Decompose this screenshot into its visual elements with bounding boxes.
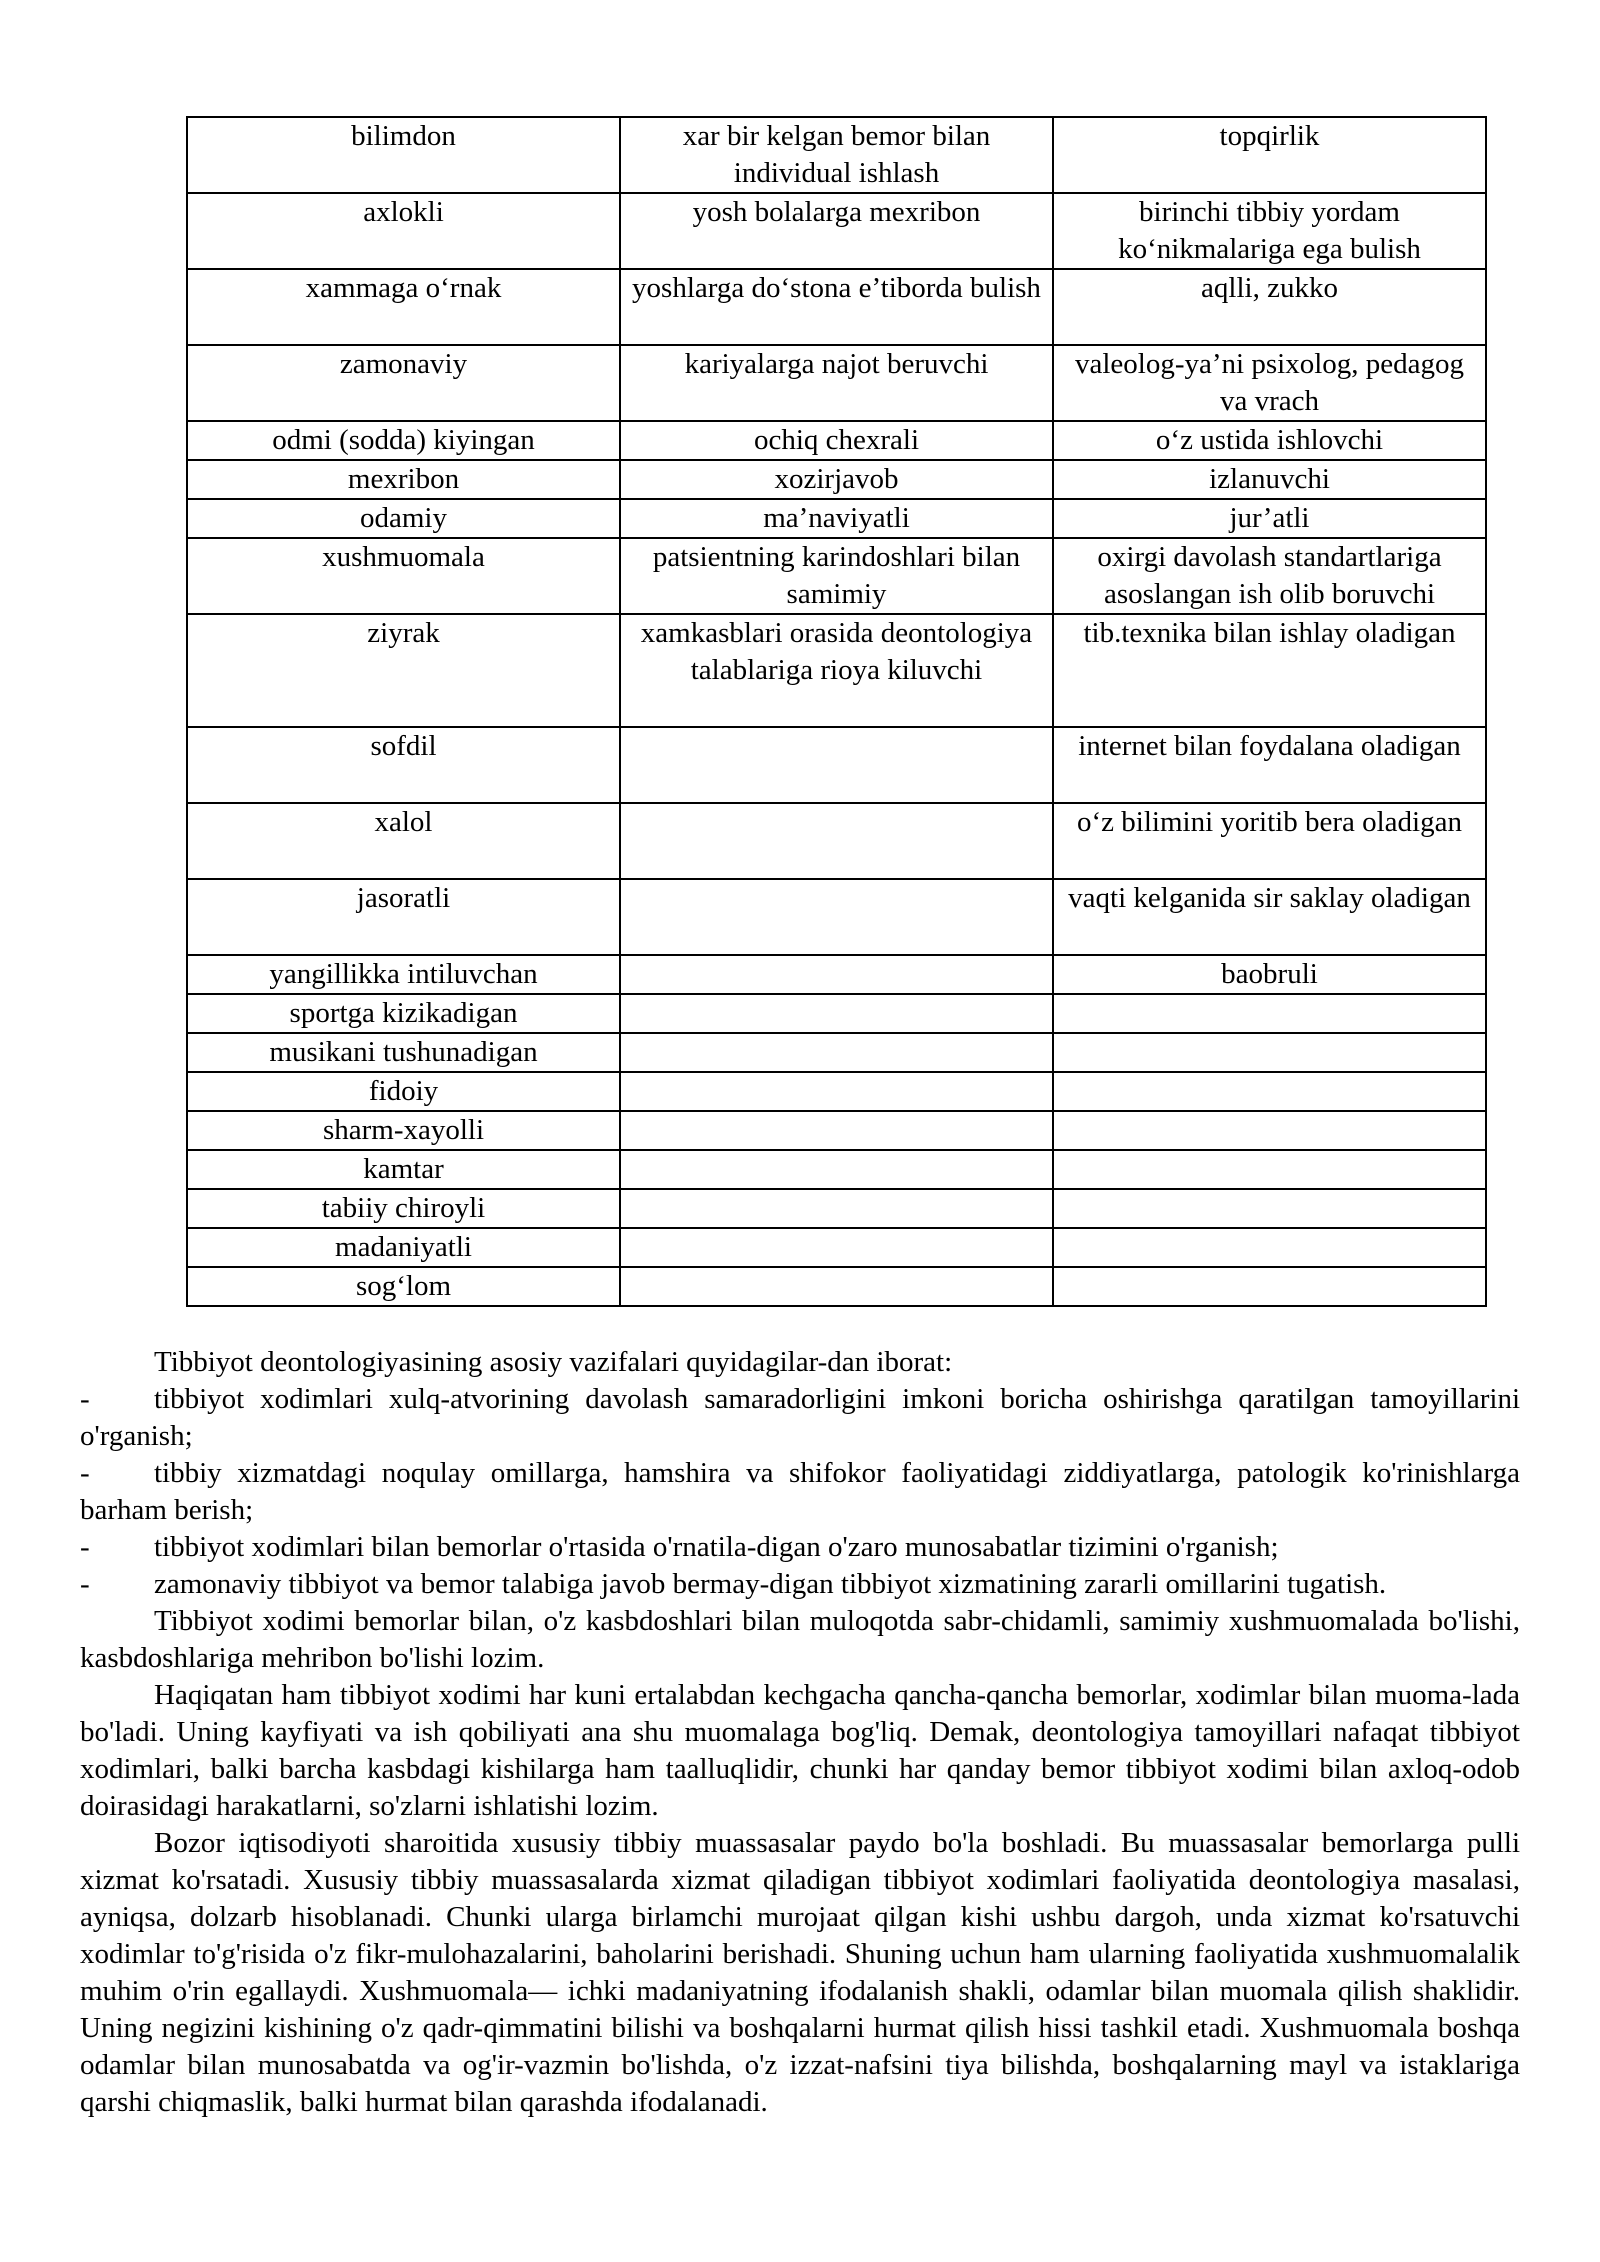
table-row xyxy=(187,1111,1486,1150)
table-cell: aqlli, zukko xyxy=(1053,269,1486,345)
qualities-table xyxy=(186,116,1487,1307)
table-cell xyxy=(1053,1033,1486,1072)
table-cell xyxy=(1053,994,1486,1033)
table-row xyxy=(187,994,1486,1033)
table-cell xyxy=(620,803,1053,879)
table-cell xyxy=(1053,1150,1486,1189)
list-item-text: tibbiy xizmatdagi noqulay omillarga, hamshira va shifokor faoliyatidagi ziddiyatlarga, patologik ko'rinishlarga barham berish; xyxy=(80,1457,1520,1526)
table-cell: xushmuomala xyxy=(187,538,620,614)
table-cell: xamkasblari orasida deontologiya talablariga rioya kiluvchi xyxy=(620,614,1053,727)
table-row xyxy=(187,117,1486,193)
table-row xyxy=(187,345,1486,421)
table-cell: sharm-xayolli xyxy=(187,1111,620,1150)
table-row xyxy=(187,1033,1486,1072)
table-cell: vaqti kelganida sir saklay oladigan xyxy=(1053,879,1486,955)
table-cell: tib.texnika bilan ishlay oladigan xyxy=(1053,614,1486,727)
paragraph-1: Tibbiyot xodimi bemorlar bilan, o'z kasbdoshlari bilan muloqotda sabr-chidamli, samimiy xushmuomalada bo'lishi, kasbdoshlariga mehribon bo'lishi lozim. xyxy=(80,1605,1520,1674)
table-row xyxy=(187,1150,1486,1189)
table-row xyxy=(187,499,1486,538)
table-cell xyxy=(620,1033,1053,1072)
table-cell: izlanuvchi xyxy=(1053,460,1486,499)
table-cell: musikani tushunadigan xyxy=(187,1033,620,1072)
table-cell: jasoratli xyxy=(187,879,620,955)
table-cell xyxy=(1053,1189,1486,1228)
table-cell: zamonaviy xyxy=(187,345,620,421)
table-cell: yoshlarga do‘stona e’tiborda bulish xyxy=(620,269,1053,345)
table-cell: internet bilan foydalana oladigan xyxy=(1053,727,1486,803)
table-cell xyxy=(620,1072,1053,1111)
table-cell: odamiy xyxy=(187,499,620,538)
table-row xyxy=(187,1189,1486,1228)
table-cell: topqirlik xyxy=(1053,117,1486,193)
table-cell: baobruli xyxy=(1053,955,1486,994)
table-cell xyxy=(620,1111,1053,1150)
table-cell: tabiiy chiroyli xyxy=(187,1189,620,1228)
dash-marker: - xyxy=(80,1457,90,1489)
list-item-text: tibbiyot xodimlari xulq-atvorining davolash samaradorligini imkoni boricha oshirishga qaratilgan tamoyillarini o'rganish; xyxy=(80,1383,1520,1452)
table-row xyxy=(187,538,1486,614)
table-cell: patsientning karindoshlari bilan samimiy xyxy=(620,538,1053,614)
table-cell: birinchi tibbiy yordam ko‘nikmalariga ega bulish xyxy=(1053,193,1486,269)
table-cell: o‘z bilimini yoritib bera oladigan xyxy=(1053,803,1486,879)
table-cell: sog‘lom xyxy=(187,1267,620,1306)
list-item xyxy=(80,1381,1520,1455)
table-cell: odmi (sodda) kiyingan xyxy=(187,421,620,460)
table-cell xyxy=(620,955,1053,994)
table-cell: kamtar xyxy=(187,1150,620,1189)
table-cell: xar bir kelgan bemor bilan individual ishlash xyxy=(620,117,1053,193)
table-cell: oxirgi davolash standartlariga asoslangan ish olib boruvchi xyxy=(1053,538,1486,614)
table-cell: yangillikka intiluvchan xyxy=(187,955,620,994)
table-row xyxy=(187,269,1486,345)
table-cell xyxy=(620,1228,1053,1267)
paragraph-3: Bozor iqtisodiyoti sharoitida xususiy tibbiy muassasalar paydo bo'la boshladi. Bu muassasalar bemorlarga pulli xizmat ko'rsatadi. Xususiy tibbiy muassasalarda xizmat qiladigan tibbiyot xodimlari faoliyatida deontologiya masalasi, ayniqsa, dolzarb hisoblanadi. Chunki ularga birlamchi murojaat qilgan kishi ushbu dargoh, unda xizmat ko'rsatuvchi xodimlar to'g'risida o'z fikr-mulohazalarini, baholarini berishadi. Shuning uchun ham ularning faoliyatida xushmuomalalik muhim o'rin egallaydi. Xushmuomala— ichki madaniyatning ifodalanish shakli, odamlar bilan muomala qilish shaklidir. Uning negizini kishining o'z qadr-qimmatini bilishi va boshqalarni hurmat qilish hissi tashkil etadi. Xushmuomala boshqa odamlar bilan munosabatda va og'ir-vazmin bo'lishda, o'z izzat-nafsini tiya bilishda, boshqalarning mayl va istaklariga qarshi chiqmaslik, balki hurmat bilan qarashda ifodalanadi. xyxy=(80,1827,1520,2118)
table-row xyxy=(187,193,1486,269)
list-item xyxy=(80,1566,1520,1603)
table-row xyxy=(187,955,1486,994)
table-cell: kariyalarga najot beruvchi xyxy=(620,345,1053,421)
table-cell: axlokli xyxy=(187,193,620,269)
dash-marker: - xyxy=(80,1383,90,1415)
table-cell xyxy=(1053,1228,1486,1267)
table-row xyxy=(187,1267,1486,1306)
table-row xyxy=(187,879,1486,955)
table-cell xyxy=(620,994,1053,1033)
table-cell: ma’naviyatli xyxy=(620,499,1053,538)
table-cell xyxy=(1053,1072,1486,1111)
dash-marker: - xyxy=(80,1531,90,1563)
table-row xyxy=(187,1228,1486,1267)
table-cell xyxy=(620,1189,1053,1228)
table-cell xyxy=(620,727,1053,803)
table-row xyxy=(187,1072,1486,1111)
table-cell: bilimdon xyxy=(187,117,620,193)
table-cell: xalol xyxy=(187,803,620,879)
table-cell: ochiq chexrali xyxy=(620,421,1053,460)
table-cell xyxy=(1053,1111,1486,1150)
table-cell xyxy=(620,1267,1053,1306)
table-cell xyxy=(620,879,1053,955)
table-cell: sportga kizikadigan xyxy=(187,994,620,1033)
table-cell xyxy=(1053,1267,1486,1306)
table-cell: ziyrak xyxy=(187,614,620,727)
table-row xyxy=(187,614,1486,727)
list-item-text: tibbiyot xodimlari bilan bemorlar o'rtasida o'rnatila-digan o'zaro munosabatlar tizimini o'rganish; xyxy=(154,1531,1279,1563)
intro-paragraph: Tibbiyot deontologiyasining asosiy vazifalari quyidagilar-dan iborat: xyxy=(154,1346,953,1378)
table-row xyxy=(187,460,1486,499)
table-row xyxy=(187,803,1486,879)
table-cell xyxy=(620,1150,1053,1189)
list-item xyxy=(80,1455,1520,1529)
table-cell: xozirjavob xyxy=(620,460,1053,499)
table-cell: sofdil xyxy=(187,727,620,803)
dash-marker: - xyxy=(80,1568,90,1600)
paragraph-2: Haqiqatan ham tibbiyot xodimi har kuni ertalabdan kechgacha qancha-qancha bemorlar, xodimlar bilan muoma-lada bo'ladi. Uning kayfiyati va ish qobiliyati ana shu muomalaga bog'liq. Demak, deontologiya tamoyillari nafaqat tibbiyot xodimlari, balki barcha kasbdagi kishilarga ham taalluqlidir, chunki har qanday bemor tibbiyot xodimi bilan axloq-odob doirasidagi harakatlarni, so'zlarni ishlatishi lozim. xyxy=(80,1679,1520,1822)
table-cell: yosh bolalarga mexribon xyxy=(620,193,1053,269)
table-cell: xammaga o‘rnak xyxy=(187,269,620,345)
table-cell: fidoiy xyxy=(187,1072,620,1111)
body-text xyxy=(80,1344,1520,2121)
table-cell: valeolog-ya’ni psixolog, pedagog va vrach xyxy=(1053,345,1486,421)
table-cell: mexribon xyxy=(187,460,620,499)
table-row xyxy=(187,727,1486,803)
qualities-table-body xyxy=(187,117,1486,1306)
table-row xyxy=(187,421,1486,460)
table-cell: jur’atli xyxy=(1053,499,1486,538)
table-cell: madaniyatli xyxy=(187,1228,620,1267)
list-item-text: zamonaviy tibbiyot va bemor talabiga javob bermay-digan tibbiyot xizmatining zararli omillarini tugatish. xyxy=(154,1568,1387,1600)
list-item xyxy=(80,1529,1520,1566)
table-cell: o‘z ustida ishlovchi xyxy=(1053,421,1486,460)
